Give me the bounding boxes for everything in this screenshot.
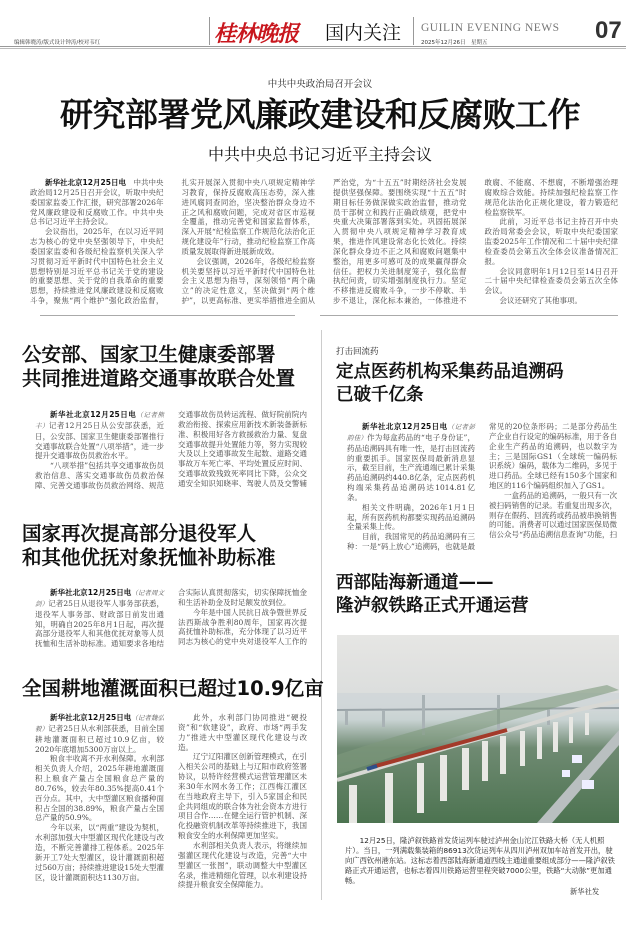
- issue-date: 2025年12月26日 星期五: [421, 40, 488, 46]
- photo-credit: 新华社发: [570, 887, 600, 896]
- photo-caption: 12月25日，隆泸叙铁路首发货运列车驶过泸州金山沱江铁路大桥（无人机照片）。当日，一列满载集装箱的86913次货运列车从四川泸州双加车站首发开出，驶向广西钦州港东站。这标志着西部陆海新通道西线主通道重要组成部分——隆泸叙铁路正式开通运营，也标志着四川铁路运营里程突破7000公里，铁路“大动脉”更加通畅。: [345, 836, 615, 885]
- paragraph: 相关文件明确，2026年1月1日起，所有医药机构都要实现药品追溯码全量采集上传。: [347, 502, 475, 532]
- railway-headline: [336, 572, 529, 618]
- paragraph: “八项举措”包括共享交通事故伤员救治信息、落实交通事故伤员救治保障、完善交通事故伤员救治网络、规范交通事故伤员转运流程、做好院前院内救治衔接、探索应用新技术新装备新标准、积极用好各方救援救治力量、复盘交通事故提升处置能力等，努力实现较大及以上交通事故发生起数、道路交通事故万车死亡率、平均处置反应时间、交通事故致残致死率同比下降，公众交通安全知识知晓率、驾驶人员及交警辅: [35, 410, 307, 490]
- traffic-article-body: [35, 410, 307, 500]
- dateline: 新华社北京12月25日电: [362, 422, 448, 431]
- dateline: 新华社北京12月25日电: [50, 713, 132, 722]
- section-rule: [320, 315, 618, 316]
- paragraph: 水利部相关负责人表示，将继续加强灌区现代化建设与改造，完善“大中型灌区一张图”，联动调整大中型灌区名录，推进精细化管理，以水利建设持续提升粮食安全保障能力。: [178, 840, 307, 890]
- headline-line: 已破千亿条: [336, 384, 424, 405]
- paragraph: 记者25日从退役军人事务部获悉，退役军人事务部、财政部日前发出通知，明确自2025年8月1日起，再次提高部分退役军人和其他优抚对象等人员抚恤和生活补助标准。通知要求各地结合实际认真贯彻落实，切实保障抚恤金和生活补助金及时足额发放到位。: [35, 588, 307, 649]
- lead-headline: 研究部署党风廉政建设和反腐败工作: [60, 95, 580, 134]
- paragraph: 会议强调，2026年，各级纪检监察机关要坚持以习近平新时代中国特色社会主义思想为指导，深刻领悟“两个确立”的决定性意义，坚决做到“两个维护”，以更高标准、更实举措推进全面从严治党，为“十五五”时期经济社会发展提供坚强保障。要围绕实现“十五五”时期目标任务做深做实政治监督，推动党员干部树立和践行正确政绩观，把党中央重大决策部署落到实处。巩固拓展深入贯彻中央八项规定精神学习教育成果，推进作风建设常态化长效化。持续深化群众身边不正之风和腐败问题集中整治，用更多可感可及的成果赢得群众信任。把权力关进制度笼子，强化监督执纪问责，切实增强制度执行力。坚定不移推进反腐败斗争，一步不停歇、半步不退让，深化标本兼治，一体推进不敢腐、不能腐、不想腐，不断增强治理腐败综合效能。持续加强纪检监察工作规范化法治化正规化建设，着力锻造纪检监察铁军。: [181, 178, 618, 306]
- paragraph: 会议还研究了其他事项。: [499, 296, 582, 306]
- column-divider: [321, 330, 322, 900]
- section-rule: [40, 315, 295, 316]
- paragraph: 此外，水利部门协同推进“硬投资”和“软建设”，政府、市场“两手发力”推进大中型灌区现代化建设与改造。: [178, 713, 307, 752]
- irrigation-headline: 全国耕地灌溉面积已超过10.9亿亩: [22, 677, 324, 700]
- byline: （记者熊丰）: [35, 411, 165, 430]
- section-title: 国内关注: [325, 22, 402, 44]
- drug-kicker: 打击回流药: [336, 347, 379, 357]
- veterans-headline: [22, 522, 276, 571]
- lead-kicker: 中共中央政治局召开会议: [267, 79, 373, 90]
- paragraph: 粮食丰收离不开水利保障。水利部相关负责人介绍，2025年耕地灌溉面积上粮食产量占全国粮食总产量的80.76%，较去年80.35%提高0.41个百分点。其中，大中型灌区粮食播种面积占全国的38.89%，粮食产量占全国总产量的50.9%。: [35, 754, 164, 823]
- railway-bridge-photo: [337, 635, 619, 823]
- irrigation-article-body: [35, 713, 307, 900]
- byline: （记者周文剑）: [35, 589, 165, 608]
- paragraph: 中共中央政治局12月25日召开会议，听取中央纪委国家监委工作汇报，研究部署2026年党风廉政建设和反腐败工作。中共中央总书记习近平主持会议。: [30, 178, 164, 227]
- divider: [413, 17, 414, 45]
- dateline: 新华社北京12月25日电: [50, 588, 132, 597]
- headline-line: 国家再次提高部分退役军人: [22, 522, 257, 545]
- paragraph: 记者25日从水利部获悉，目前全国耕地灌溉面积已超过10.9亿亩，较2020年底增加5300万亩以上。: [35, 723, 165, 754]
- editors-credit: 编辑韩晓涛/版式设计钟涛/校对韦红: [14, 40, 101, 46]
- headline-line: 和其他优抚对象抚恤补助标准: [22, 546, 276, 570]
- drug-headline: [336, 361, 564, 407]
- veterans-article-body: [35, 588, 307, 658]
- headline-line: 公安部、国家卫生健康委部署: [22, 343, 276, 366]
- paragraph: 今年是中国人民抗日战争暨世界反法西斯战争胜利80周年，国家再次提高抚恤补助标准，充分体现了以习近平同志为核心的党中央对退役军人工作的: [178, 607, 307, 647]
- headline-line: 西部陆海新通道——: [336, 573, 494, 593]
- paragraph: 此前，习近平总书记主持召开中央政治局常委会会议，听取中央纪委国家监委2025年工作情况和二十届中央纪律检查委员会第五次全体会议准备情况汇报。: [484, 217, 618, 266]
- paragraph: 记者12月25日从公安部获悉，近日，公安部、国家卫生健康委部署推行交通事故联合处置“八项举措”，进一步提升交通事故伤员救治水平。: [35, 420, 164, 461]
- newspaper-logo: 桂林晚报: [214, 21, 299, 47]
- paper-name-english: GUILIN EVENING NEWS: [421, 22, 560, 34]
- header-rule: [0, 46, 626, 49]
- dateline: 新华社北京12月25日电: [45, 178, 126, 187]
- lead-subhead: 中共中央总书记习近平主持会议: [207, 145, 432, 164]
- headline-line: 共同推进道路交通事故联合处置: [22, 367, 296, 391]
- headline-line: 定点医药机构采集药品追溯码: [336, 362, 564, 382]
- drug-article-body: [347, 422, 617, 558]
- paragraph: 辽宁辽阳灌区创新管理模式，在引入相关公司的基础上与辽阳市政府签署协议，以特许经营模式运营管理灌区未来30年水网水务工作；江西梅江灌区在当地政府主导下，引入5家国企和民企共同组成的联合体为社会资本方进行项目合作……在健全运行管护机制、深化投融资机制改革等持续推进下，我国粮食安全的水利保障更加坚实。: [178, 752, 307, 841]
- lead-article-body: [30, 178, 618, 308]
- byline: （记者魏弘毅）: [35, 714, 165, 733]
- dateline: 新华社北京12月25日电: [50, 410, 137, 419]
- byline: （记者彭韵佳）: [347, 423, 476, 442]
- headline-line: 隆泸叙铁路正式开通运营: [336, 595, 529, 616]
- paragraph: 今年以来，以“两重”建设为契机，水利部加强大中型灌区现代化建设与改造，不断完善灌排工程体系。2025年新开工7处大型灌区，设计灌溉面积超过560万亩；持续推进建设15处大型灌区，设计灌溉面积达1130万亩。: [35, 823, 164, 882]
- paragraph: 会议同意明年1月12日至14日召开二十届中央纪律检查委员会第五次全体会议。: [484, 266, 618, 296]
- traffic-headline: [22, 343, 295, 392]
- divider: [209, 17, 210, 45]
- paragraph: 会议指出，2025年，在以习近平同志为核心的党中央坚强领导下，中央纪委国家监委和各级纪检监察机关深入学习贯彻习近平新时代中国特色社会主义思想特别是习近平总书记关于党的建设的重要思想、关于党的自我革命的重要思想，持续推进党风廉政建设和反腐败斗争，聚焦“两个维护”强化政治监督，扎实开展深入贯彻中央八项规定精神学习教育，保持反腐败高压态势，深入推进风腐同查同治，坚决整治群众身边不正之风和腐败问题，完成对省区市巡视全覆盖，推动完善党和国家监督体系，深入开展“纪检监察工作规范化法治化正规化建设年”行动，推动纪检监察工作高质量发展取得新进展新成效。: [30, 178, 315, 306]
- paragraph: 一盒药品的追溯码，一般只有一次被扫码销售的记录。若重复出现多次，则存在假药、回流药或药品被串换销售的可能。消费者可以通过国家医保局微信公众号“药品追溯信息查询”功能，扫: [489, 490, 617, 540]
- paragraph: 作为每盒药品的“电子身份证”，药品追溯码具有唯一性，是打击回流药的重要抓手。国家医保局最新消息显示，截至目前，生产流通端已累计采集药品追溯码约440.8亿条，定点医药机构端采集药品追溯码达1014.81亿条。: [347, 432, 476, 502]
- paragraph: 目前，我国常见的药品追溯码有三种：一是“码上放心”追溯码，也就是最常见的20位条形码；二是部分药品生产企业自行设定的编码标准，用于各自企业生产药品的追溯码，也以数字为主；三是国际GS1（全球统一编码标识系统）编码，载体为二维码，多见于进口药品。全球已经有150多个国家和地区的116个编码组织加入了GS1。: [347, 422, 617, 552]
- page-number: 07: [595, 17, 622, 44]
